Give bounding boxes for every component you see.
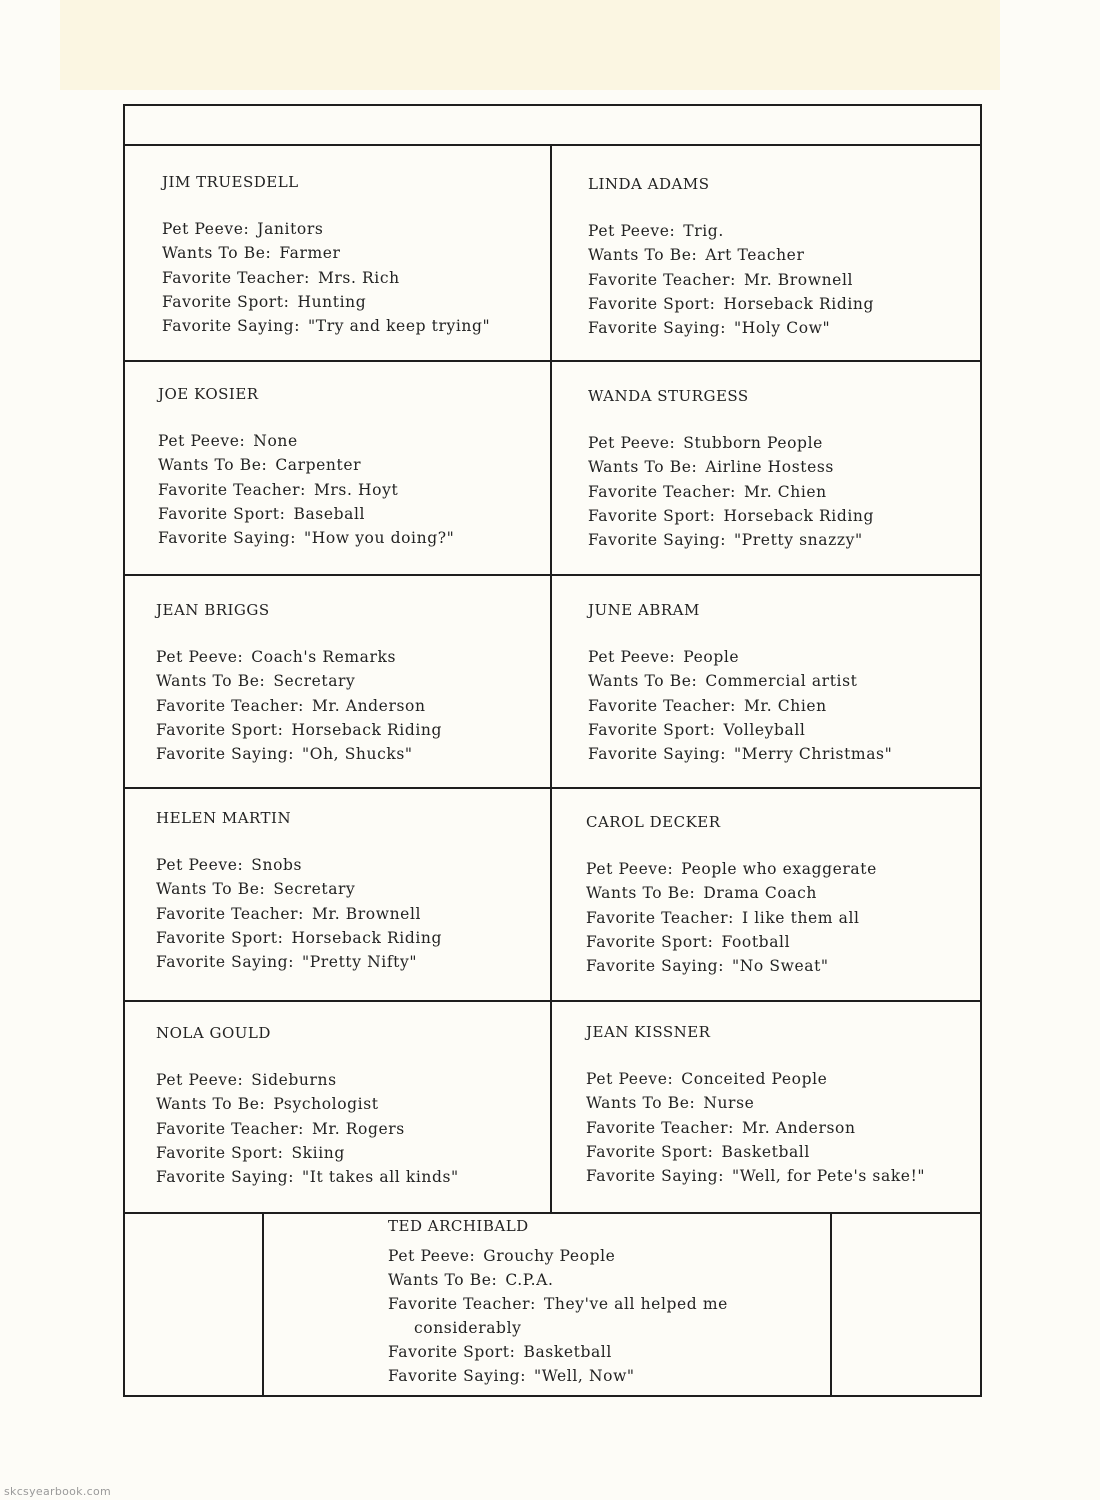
bottom-right-divider <box>830 1212 832 1396</box>
header-row-divider <box>123 144 982 146</box>
wants-to-be-row: Wants To Be: Commercial artist <box>588 672 858 691</box>
favorite-teacher-row: Favorite Teacher: Mr. Chien <box>588 696 827 715</box>
entry-name: JIM TRUESDELL <box>162 173 299 191</box>
pet-peeve-row: Pet Peeve: Stubborn People <box>588 434 823 453</box>
favorite-sport-row: Favorite Sport: Basketball <box>586 1142 810 1161</box>
favorite-teacher-row: Favorite Teacher: Mrs. Hoyt <box>158 480 399 499</box>
entry-linda-adams <box>588 172 874 340</box>
favorite-sport-row: Favorite Sport: Horseback Riding <box>156 720 443 739</box>
favorite-saying-row: Favorite Saying: "Merry Christmas" <box>588 745 893 764</box>
favorite-saying-row: Favorite Saying: "Holy Cow" <box>588 319 831 338</box>
entry-wanda-sturgess <box>588 384 874 552</box>
bottom-left-divider <box>262 1212 264 1396</box>
entry-name: JOE KOSIER <box>158 385 259 403</box>
favorite-saying-row: Favorite Saying: "Pretty snazzy" <box>588 531 863 550</box>
favorite-teacher-row: Favorite Teacher: Mr. Anderson <box>586 1118 856 1137</box>
site-watermark: skcsyearbook.com <box>4 1485 112 1498</box>
wants-to-be-row: Wants To Be: C.P.A. <box>388 1271 554 1289</box>
entry-name: HELEN MARTIN <box>156 809 292 827</box>
wants-to-be-row: Wants To Be: Psychologist <box>156 1095 379 1114</box>
wants-to-be-row: Wants To Be: Nurse <box>586 1094 755 1113</box>
favorite-teacher-row: Favorite Teacher: Mr. Rogers <box>156 1119 405 1138</box>
favorite-saying-row: Favorite Saying: "No Sweat" <box>586 957 829 976</box>
favorite-teacher-row: Favorite Teacher: Mr. Brownell <box>156 904 422 923</box>
entry-helen-martin <box>156 806 442 974</box>
favorite-sport-row: Favorite Sport: Football <box>586 932 791 951</box>
favorite-teacher-row: Favorite Teacher: I like them all <box>586 908 860 927</box>
row-divider-3 <box>123 787 982 789</box>
entry-name: CAROL DECKER <box>586 813 721 831</box>
favorite-saying-row: Favorite Saying: "Well, Now" <box>388 1367 635 1385</box>
entry-jean-briggs <box>156 598 442 766</box>
pet-peeve-row: Pet Peeve: Trig. <box>588 222 724 241</box>
entry-name: JUNE ABRAM <box>588 601 700 619</box>
favorite-teacher-row: Favorite Teacher: Mr. Brownell <box>588 270 854 289</box>
favorite-sport-row: Favorite Sport: Basketball <box>388 1343 612 1361</box>
entry-name: LINDA ADAMS <box>588 175 710 193</box>
favorite-saying-row: Favorite Saying: "Try and keep trying" <box>162 317 491 336</box>
entry-name: JEAN BRIGGS <box>156 601 270 619</box>
entry-jean-kissner <box>586 1020 925 1188</box>
wants-to-be-row: Wants To Be: Airline Hostess <box>588 458 834 477</box>
entry-name: JEAN KISSNER <box>586 1023 711 1041</box>
pet-peeve-row: Pet Peeve: People <box>588 648 740 667</box>
pet-peeve-row: Pet Peeve: Coach's Remarks <box>156 648 397 667</box>
favorite-teacher-row: Favorite Teacher: They've all helped me <box>388 1295 728 1313</box>
favorite-sport-row: Favorite Sport: Hunting <box>162 292 367 311</box>
row-divider-4 <box>123 1000 982 1002</box>
favorite-teacher-row: Favorite Teacher: Mr. Chien <box>588 482 827 501</box>
entry-joe-kosier <box>158 382 454 550</box>
favorite-teacher-row: Favorite Teacher: Mrs. Rich <box>162 268 400 287</box>
wants-to-be-row: Wants To Be: Carpenter <box>158 456 362 475</box>
favorite-saying-row: Favorite Saying: "Oh, Shucks" <box>156 745 413 764</box>
favorite-sport-row: Favorite Sport: Skiing <box>156 1143 345 1162</box>
page-top-tint <box>60 0 1000 90</box>
pet-peeve-row: Pet Peeve: None <box>158 432 298 451</box>
entry-carol-decker <box>586 810 877 978</box>
row-divider-1 <box>123 360 982 362</box>
entry-ted-archibald <box>388 1214 728 1388</box>
favorite-saying-row: Favorite Saying: "It takes all kinds" <box>156 1168 459 1187</box>
favorite-sport-row: Favorite Sport: Horseback Riding <box>588 294 875 313</box>
pet-peeve-row: Pet Peeve: People who exaggerate <box>586 860 877 879</box>
favorite-saying-row: Favorite Saying: "How you doing?" <box>158 529 455 548</box>
favorite-sport-row: Favorite Sport: Horseback Riding <box>156 928 443 947</box>
entry-june-abram <box>588 598 892 766</box>
entry-jim-truesdell <box>162 170 490 338</box>
pet-peeve-row: Pet Peeve: Sideburns <box>156 1071 337 1090</box>
entry-nola-gould <box>156 1021 459 1189</box>
wants-to-be-row: Wants To Be: Secretary <box>156 880 356 899</box>
wants-to-be-row: Wants To Be: Art Teacher <box>588 246 805 265</box>
favorite-sport-row: Favorite Sport: Volleyball <box>588 720 806 739</box>
wants-to-be-row: Wants To Be: Secretary <box>156 672 356 691</box>
row-divider-2 <box>123 574 982 576</box>
favorite-saying-row: Favorite Saying: "Well, for Pete's sake!" <box>586 1167 926 1186</box>
entry-name: WANDA STURGESS <box>588 387 749 405</box>
wants-to-be-row: Wants To Be: Farmer <box>162 244 341 263</box>
entry-name: NOLA GOULD <box>156 1024 271 1042</box>
favorite-teacher-continuation: considerably <box>414 1319 522 1337</box>
pet-peeve-row: Pet Peeve: Conceited People <box>586 1070 828 1089</box>
pet-peeve-row: Pet Peeve: Janitors <box>162 220 324 239</box>
wants-to-be-row: Wants To Be: Drama Coach <box>586 884 817 903</box>
favorite-saying-row: Favorite Saying: "Pretty Nifty" <box>156 953 418 972</box>
entry-name: TED ARCHIBALD <box>388 1217 529 1235</box>
favorite-sport-row: Favorite Sport: Baseball <box>158 504 366 523</box>
pet-peeve-row: Pet Peeve: Snobs <box>156 856 303 875</box>
favorite-teacher-row: Favorite Teacher: Mr. Anderson <box>156 696 426 715</box>
column-divider <box>550 144 552 1212</box>
favorite-sport-row: Favorite Sport: Horseback Riding <box>588 506 875 525</box>
pet-peeve-row: Pet Peeve: Grouchy People <box>388 1247 616 1265</box>
